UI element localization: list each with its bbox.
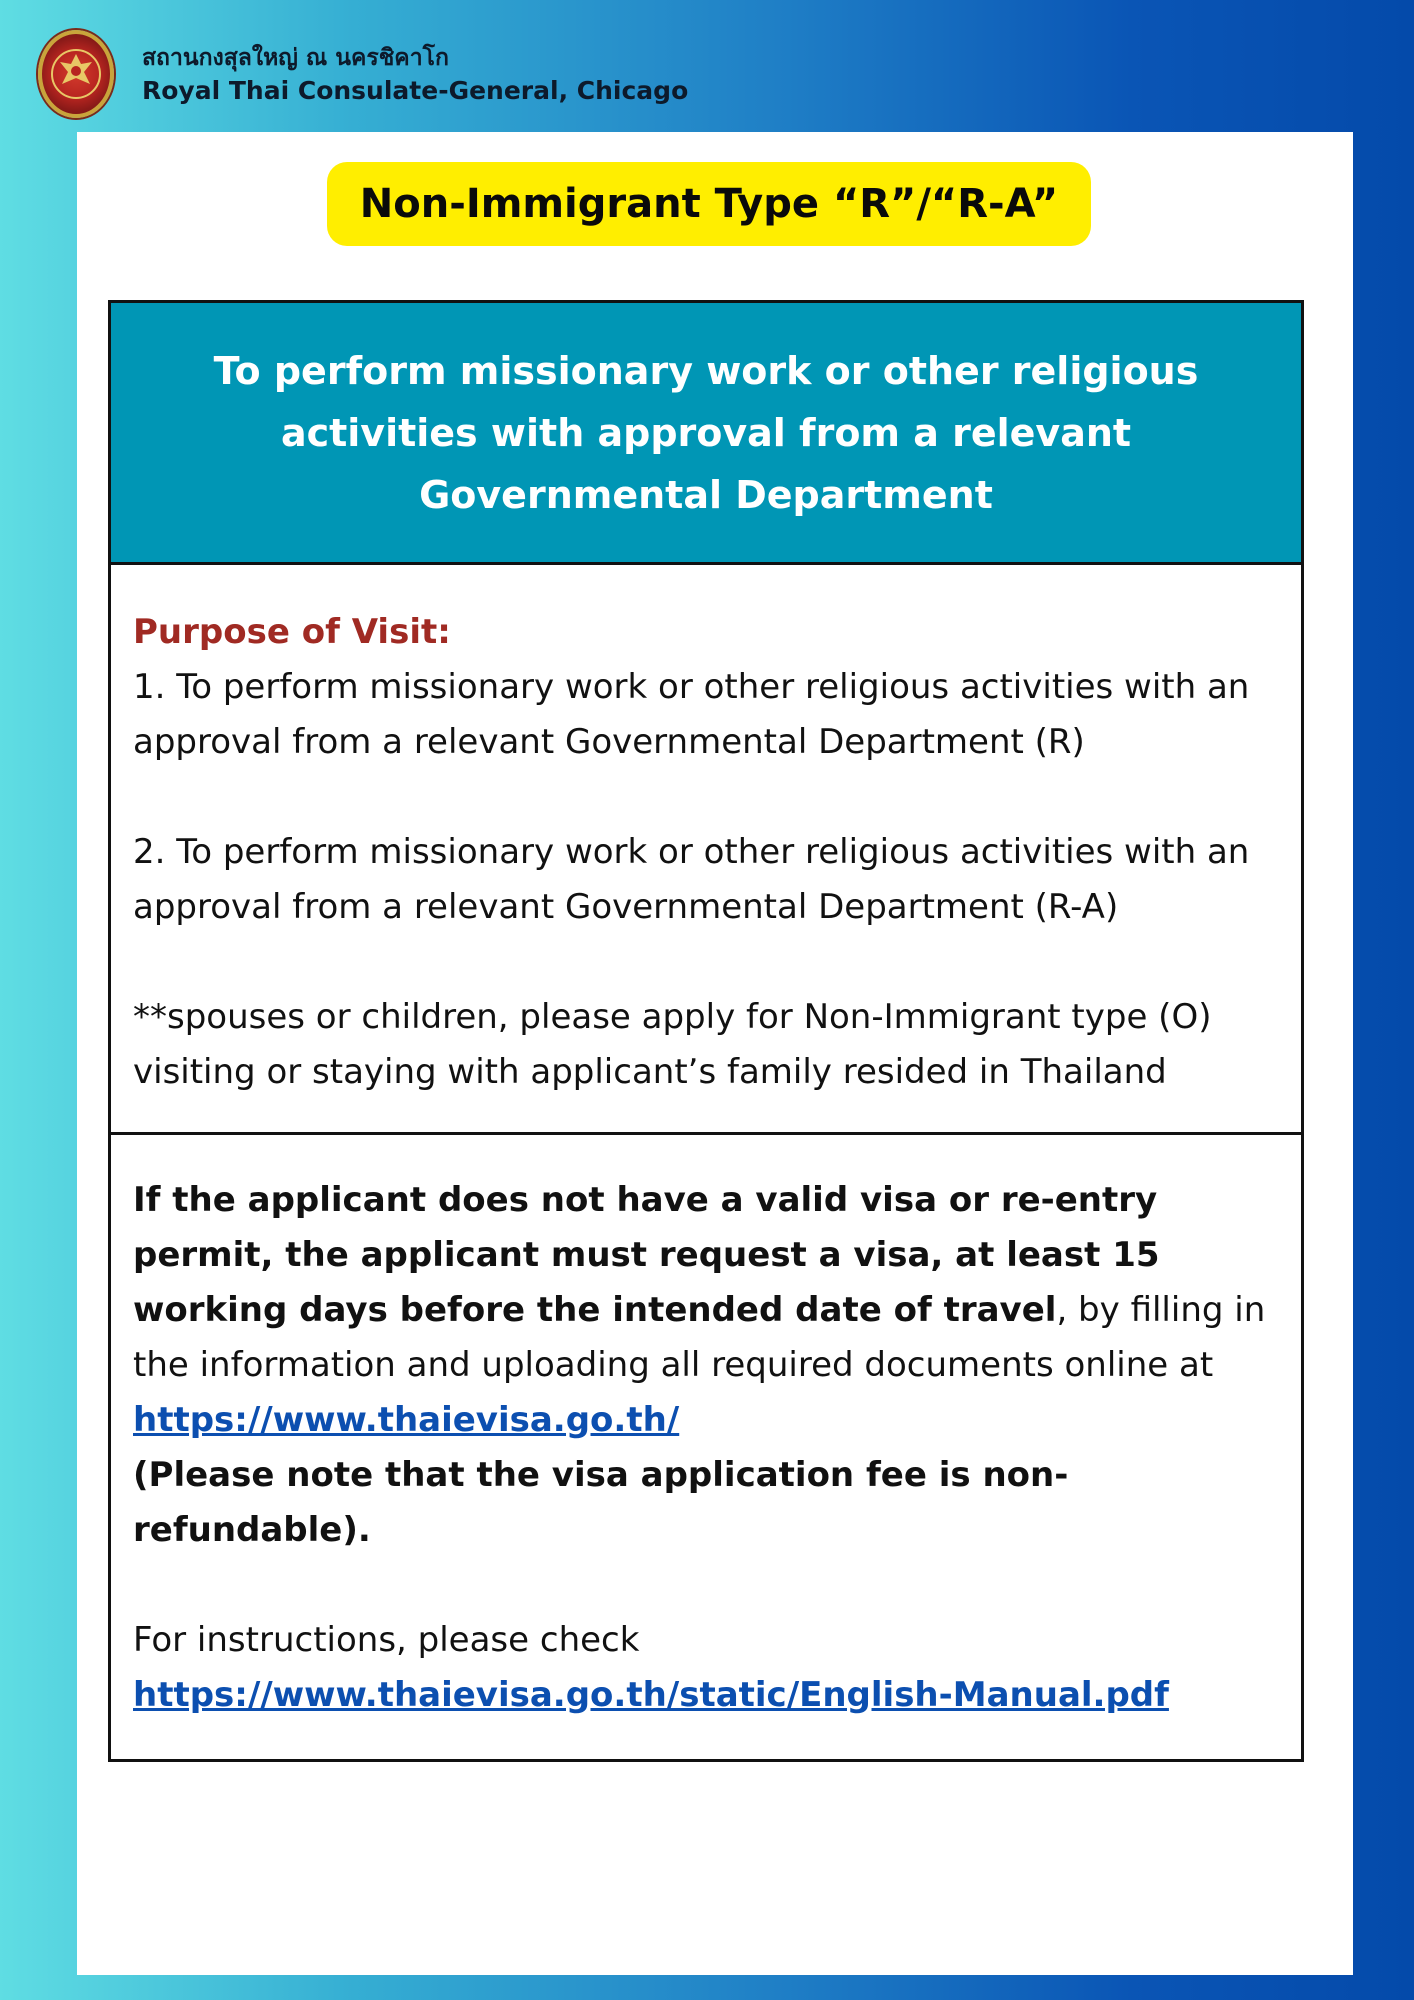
family-note: **spouses or children, please apply for Non-Immigrant type (O) visiting or staying with applicant’s family resided in Thailand <box>133 997 1212 1092</box>
application-process-text: , by filling in the information and uploading all required documents online at <box>133 1290 1266 1385</box>
spacer <box>133 935 1279 990</box>
instructions-label: For instructions, please check <box>133 1620 640 1660</box>
purpose-item: 1. To perform missionary work or other religious activities with an approval from a relevant Governmental Department (R) <box>133 667 1250 762</box>
consulate-english-name: Royal Thai Consulate-General, Chicago <box>142 76 689 105</box>
garuda-emblem-icon <box>50 44 102 104</box>
spacer <box>133 1558 1279 1613</box>
consulate-name-block <box>142 41 688 107</box>
consulate-seal-icon <box>38 30 114 118</box>
manual-link[interactable]: https://www.thaievisa.go.th/static/English-Manual.pdf <box>133 1675 1169 1715</box>
application-deadline-text: If the applicant does not have a valid visa or re-entry permit, the applicant must request a visa, at least 15 working days before the intended date of travel <box>133 1180 1160 1330</box>
purpose-section <box>111 565 1301 1135</box>
purpose-item: 2. To perform missionary work or other religious activities with an approval from a relevant Governmental Department (R-A) <box>133 832 1250 927</box>
page-title: Non-Immigrant Type “R”/“R-A” <box>327 162 1091 246</box>
application-instructions <box>133 1173 1279 1393</box>
content-panel <box>77 132 1353 1975</box>
purpose-heading: Purpose of Visit: <box>133 612 451 652</box>
table-header: To perform missionary work or other religious activities with approval from a relevant Governmental Department <box>111 303 1301 565</box>
consulate-header <box>38 26 688 122</box>
spacer <box>133 770 1279 825</box>
visa-info-table <box>108 300 1304 1762</box>
fee-note: (Please note that the visa application fee is non-refundable). <box>133 1455 1069 1550</box>
application-section <box>111 1135 1301 1759</box>
thaievisa-link[interactable]: https://www.thaievisa.go.th/ <box>133 1400 680 1440</box>
consulate-thai-name: สถานกงสุลใหญ่ ณ นครชิคาโก <box>142 45 449 71</box>
